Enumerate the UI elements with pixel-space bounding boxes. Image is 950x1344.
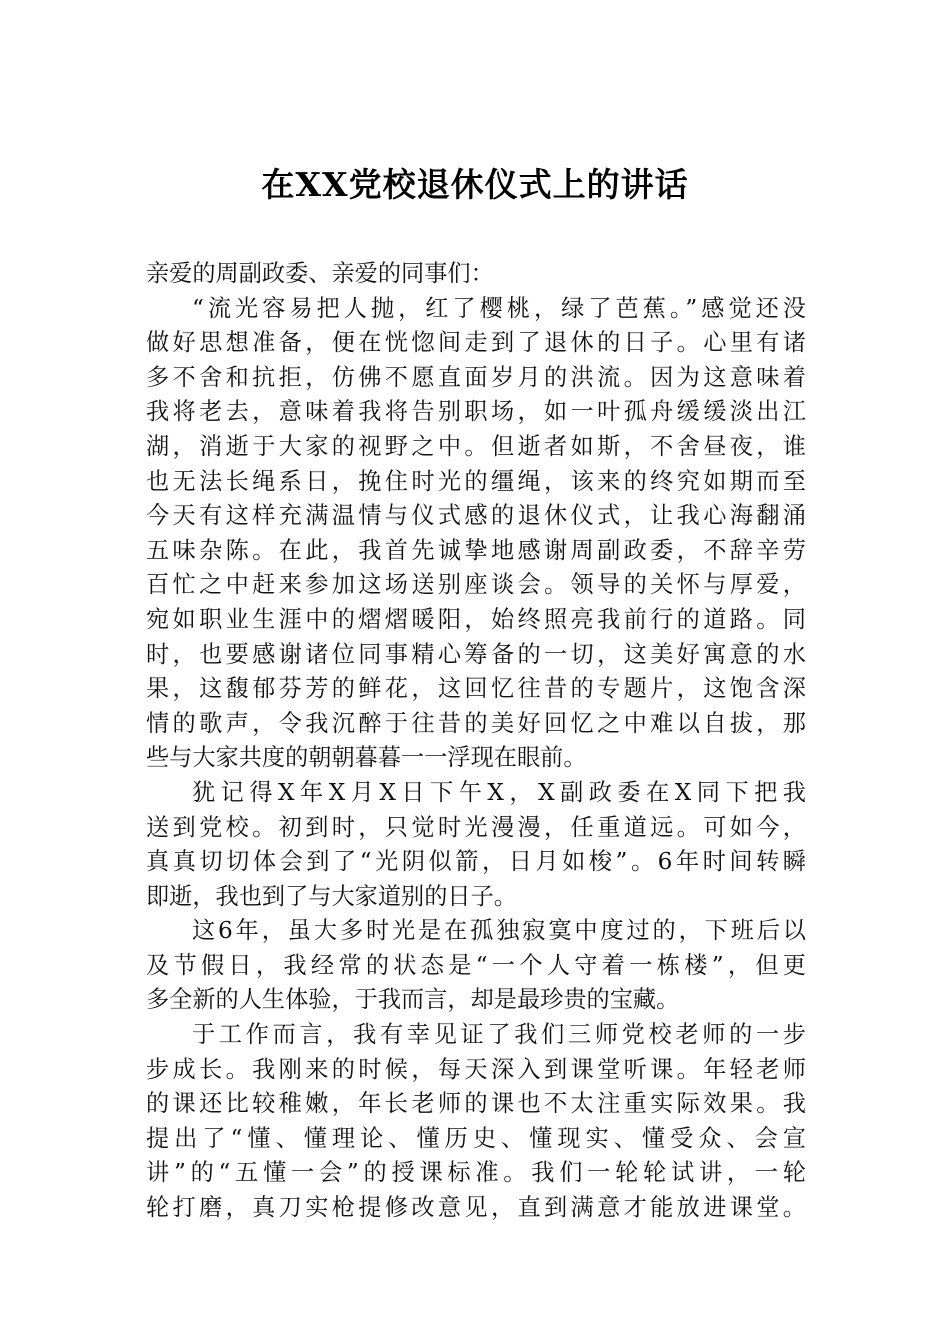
body-line: 多全新的人生体验，于我而言，却是最珍贵的宝藏。 — [146, 986, 680, 1014]
body-line: 百忙之中赶来参加这场送别座谈会。领导的关怀与厚爱， — [146, 571, 806, 599]
body-line: 五味杂陈。在此，我首先诚挚地感谢周副政委，不辞辛劳 — [146, 536, 806, 564]
body-line: 时，也要感谢诸位同事精心筹备的一切，这美好寓意的水 — [146, 640, 806, 668]
body-line: 些与大家共度的朝朝暮暮一一浮现在眼前。 — [146, 744, 587, 772]
body-line: 湖，消逝于大家的视野之中。但逝者如斯，不舍昼夜，谁 — [146, 432, 806, 460]
body-line: 送到党校。初到时，只觉时光漫漫，任重道远。可如今， — [146, 813, 806, 841]
body-line: 的课还比较稚嫩，年长老师的课也不太注重实际效果。我 — [146, 1090, 806, 1118]
body-line: 即逝，我也到了与大家道别的日子。 — [146, 882, 517, 910]
body-line: “流光容易把人抛，红了樱桃，绿了芭蕉。”感觉还没 — [192, 294, 806, 322]
body-line: 多不舍和抗拒，仿佛不愿直面岁月的洪流。因为这意味着 — [146, 363, 806, 391]
body-line: 我将老去，意味着我将告别职场，如一叶孤舟缓缓淡出江 — [146, 398, 806, 426]
body-line: 及节假日，我经常的状态是“一个人守着一栋楼”，但更 — [146, 951, 806, 979]
body-line: 于工作而言，我有幸见证了我们三师党校老师的一步 — [192, 1021, 806, 1049]
body-line: 也无法长绳系日，挽住时光的缰绳，该来的终究如期而至 — [146, 467, 806, 495]
document-title: 在XX党校退休仪式上的讲话 — [261, 165, 689, 204]
body-line: 今天有这样充满温情与仪式感的退休仪式，让我心海翻涌 — [146, 502, 806, 530]
body-line: 犹记得X年X月X日下午X，X副政委在X同下把我 — [192, 778, 806, 806]
body-line: 提出了“懂、懂理论、懂历史、懂现实、懂受众、会宣 — [146, 1124, 806, 1152]
body-line: 情的歌声，令我沉醉于往昔的美好回忆之中难以自拔，那 — [146, 709, 806, 737]
body-line: 轮打磨，真刀实枪提修改意见，直到满意才能放进课堂。 — [146, 1194, 806, 1222]
body-line: 做好思想准备，便在恍惚间走到了退休的日子。心里有诸 — [146, 329, 806, 357]
body-line: 亲爱的周副政委、亲爱的同事们： — [146, 260, 494, 287]
body-line: 真真切切体会到了“光阴似箭，日月如梭”。6年时间转瞬 — [146, 848, 806, 876]
body-line: 这6年，虽大多时光是在孤独寂寞中度过的，下班后以 — [192, 917, 806, 945]
body-line: 果，这馥郁芬芳的鲜花，这回忆往昔的专题片，这饱含深 — [146, 675, 806, 703]
body-line: 宛如职业生涯中的熠熠暖阳，始终照亮我前行的道路。同 — [146, 605, 806, 633]
body-line: 步成长。我刚来的时候，每天深入到课堂听课。年轻老师 — [146, 1055, 806, 1083]
body-line: 讲”的“五懂一会”的授课标准。我们一轮轮试讲，一轮 — [146, 1159, 806, 1187]
document-body — [146, 257, 806, 1226]
